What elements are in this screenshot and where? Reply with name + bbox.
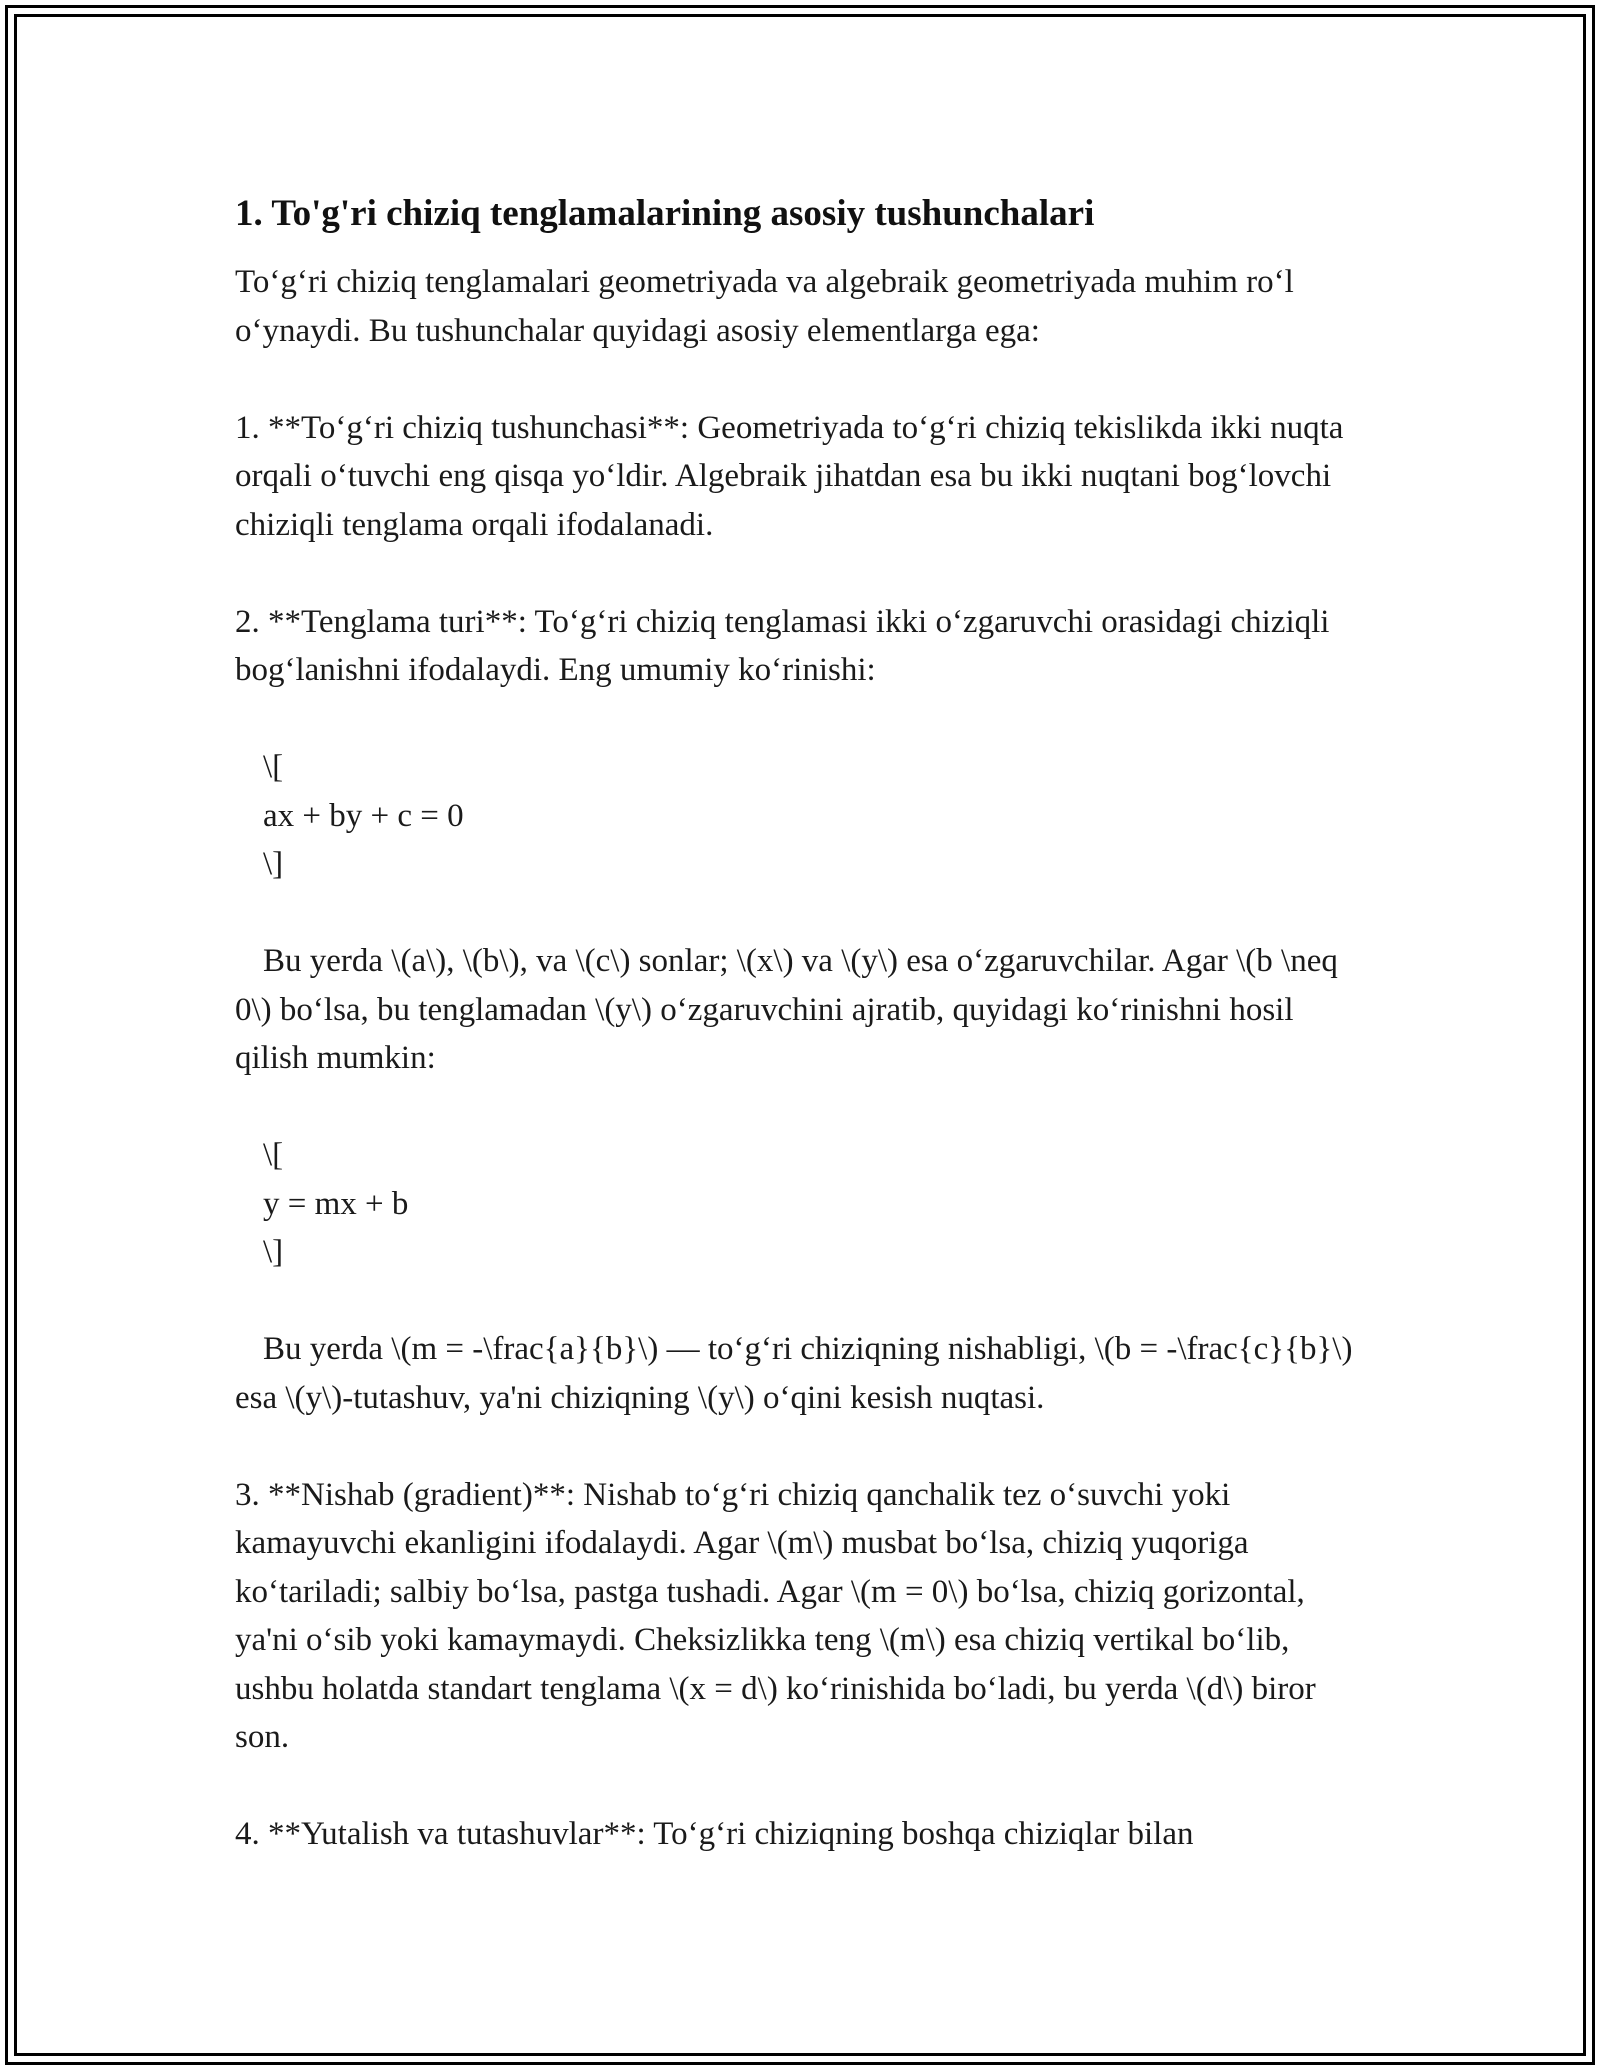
list-item-1: 1. **To‘g‘ri chiziq tushunchasi**: Geometriyada to‘g‘ri chiziq tekislikda ikki nuqta orqali o‘tuvchi eng qisqa yo‘ldir. Algebraik jihatdan esa bu ikki nuqtani bog‘lovchi chiziqli tenglama orqali ifodalanadi.	[235, 409, 1344, 543]
formula-open-delimiter: \[	[263, 749, 284, 785]
formula-block-1	[235, 743, 1375, 889]
paragraph-spacer	[235, 1083, 1375, 1132]
formula-block-2	[235, 1131, 1375, 1277]
formula-open-delimiter: \[	[263, 1137, 284, 1173]
paragraph-spacer	[235, 1422, 1375, 1471]
document-body	[235, 188, 1375, 1859]
formula-expression: y = mx + b	[263, 1185, 409, 1222]
paragraph-spacer	[235, 889, 1375, 938]
paragraph-spacer	[235, 549, 1375, 598]
section-heading: 1. To'g'ri chiziq tenglamalarining asosiy tushunchalari	[235, 193, 1095, 234]
list-item-3: 3. **Nishab (gradient)**: Nishab to‘g‘ri chiziq qanchalik tez o‘suvchi yoki kamayuvchi ekanligini ifodalaydi. Agar \(m\) musbat bo‘lsa, chiziq yuqoriga ko‘tariladi; salbiy bo‘lsa, pastga tushadi. Agar \(m = 0\) bo‘lsa, chiziq gorizontal, ya'ni o‘sib yoki kamaymaydi. Cheksizlikka teng \(m\) esa chiziq vertikal bo‘lib, ushbu holatda standart tenglama \(x = d\) ko‘rinishida bo‘ladi, bu yerda \(d\) biror son.	[235, 1476, 1316, 1755]
list-item-4: 4. **Yutalish va tutashuvlar**: To‘g‘ri chiziqning boshqa chiziqlar bilan	[235, 1816, 1194, 1852]
explanation-paragraph-1: Bu yerda \(a\), \(b\), va \(c\) sonlar; \(x\) va \(y\) esa o‘zgaruvchilar. Agar \(b \neq 0\) bo‘lsa, bu tenglamadan \(y\) o‘zgaruvchini ajratib, quyidagi ko‘rinishni hosil qilish mumkin:	[235, 943, 1338, 1076]
intro-paragraph: To‘g‘ri chiziq tenglamalari geometriyada va algebraik geometriyada muhim ro‘l o‘ynaydi. Bu tushunchalar quyidagi asosiy elementlarga ega:	[235, 264, 1294, 349]
paragraph-spacer	[235, 1762, 1375, 1811]
formula-expression: ax + by + c = 0	[263, 797, 464, 834]
formula-close-delimiter: \]	[263, 846, 284, 882]
paragraph-spacer	[235, 355, 1375, 404]
list-item-2: 2. **Tenglama turi**: To‘g‘ri chiziq tenglamasi ikki o‘zgaruvchi orasidagi chiziqli bog‘lanishni ifodalaydi. Eng umumiy ko‘rinishi:	[235, 603, 1330, 688]
formula-close-delimiter: \]	[263, 1234, 284, 1270]
paragraph-spacer	[235, 695, 1375, 744]
paragraph-spacer	[235, 1277, 1375, 1326]
explanation-paragraph-2: Bu yerda \(m = -\frac{a}{b}\) — to‘g‘ri chiziqning nishabligi, \(b = -\frac{c}{b}\) esa \(y\)-tutashuv, ya'ni chiziqning \(y\) o‘qini kesish nuqtasi.	[235, 1331, 1353, 1416]
